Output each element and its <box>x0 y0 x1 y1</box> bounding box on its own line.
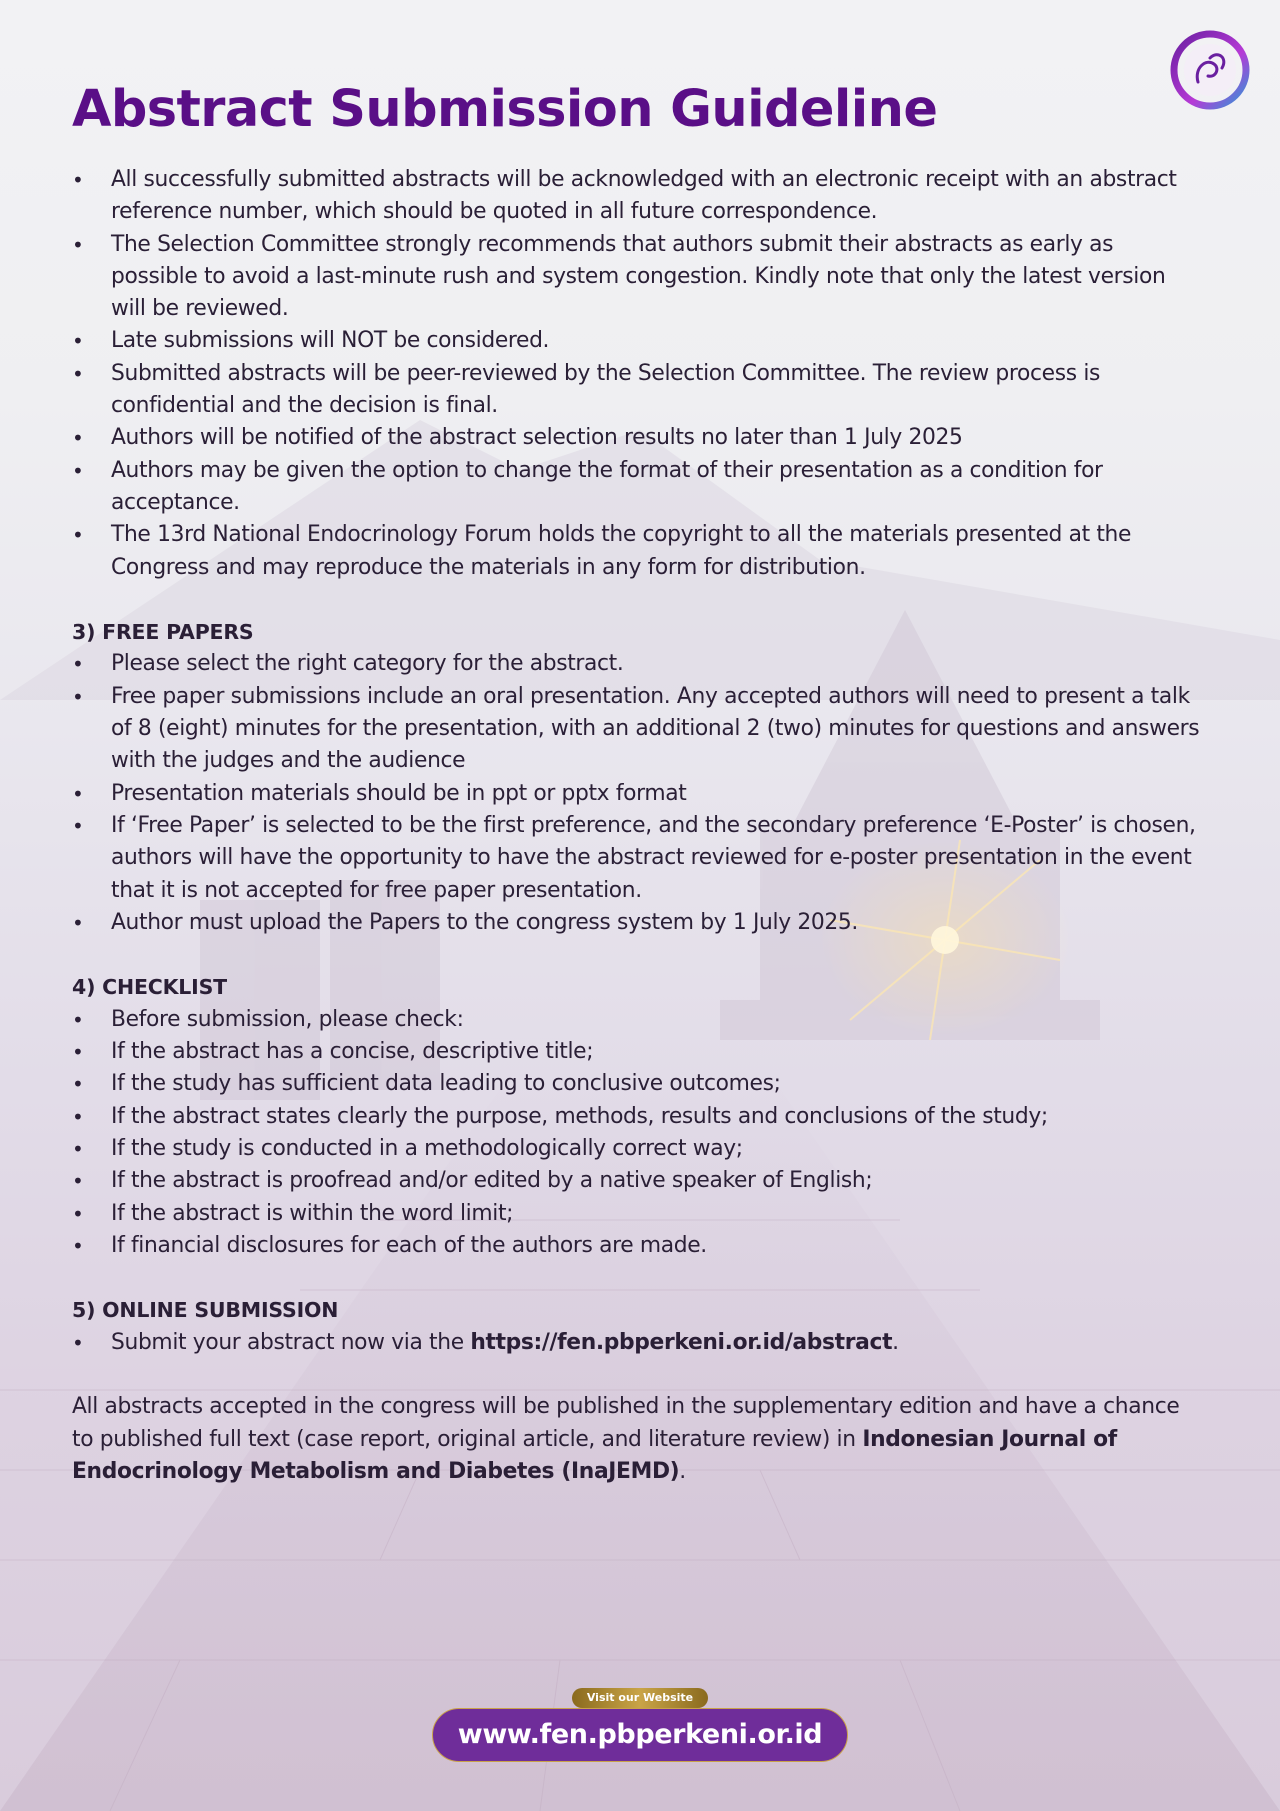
list-item: • Authors may be given the option to change the format of their presentation as a condition for acceptance. <box>72 455 1202 520</box>
list-item: • If ‘Free Paper’ is selected to be the first preference, and the secondary preference ‘E-Poster’ is chosen, authors will have the opportunity to have the abstract reviewed for e-poster presentation in the event that it is not accepted for free paper presentation. <box>72 810 1202 907</box>
list-item <box>72 1327 1202 1359</box>
list-item: • If financial disclosures for each of the authors are made. <box>72 1230 1202 1262</box>
closing-end: . <box>679 1458 686 1484</box>
list-item: • If the abstract is within the word limit; <box>72 1198 1202 1230</box>
free-papers-list <box>72 648 1202 939</box>
list-item: • Authors will be notified of the abstract selection results no later than 1 July 2025 <box>72 422 1202 454</box>
event-logo <box>1170 28 1250 116</box>
guideline-body <box>72 164 1202 1488</box>
submission-text: Submit your abstract now via the <box>111 1329 471 1355</box>
list-item: • Presentation materials should be in ppt or pptx format <box>72 778 1202 810</box>
list-item: • If the abstract states clearly the purpose, methods, results and conclusions of the study; <box>72 1101 1202 1133</box>
website-url-button[interactable]: www.fen.pbperkeni.or.id <box>432 1708 848 1762</box>
list-item: • Free paper submissions include an oral presentation. Any accepted authors will need to present a talk of 8 (eight) minutes for the presentation, with an additional 2 (two) minutes for questions and answers with the judges and the audience <box>72 681 1202 778</box>
intro-list <box>72 164 1202 584</box>
list-item: • The Selection Committee strongly recommends that authors submit their abstracts as early as possible to avoid a last-minute rush and system congestion. Kindly note that only the latest version will be reviewed. <box>72 229 1202 326</box>
online-submission-heading: 5) ONLINE SUBMISSION <box>72 1298 339 1323</box>
list-item: • Please select the right category for the abstract. <box>72 648 1202 680</box>
page-title: Abstract Submission Guideline <box>72 80 938 139</box>
online-submission-list <box>72 1327 1202 1359</box>
closing-text: All abstracts accepted in the congress will be published in the supplementary edition and have a chance to published full text (case report, original article, and literature review) in <box>72 1394 1180 1452</box>
closing-paragraph <box>72 1391 1202 1488</box>
list-item: • If the abstract has a concise, descriptive title; <box>72 1036 1202 1068</box>
free-papers-heading: 3) FREE PAPERS <box>72 620 254 645</box>
list-item: • If the study is conducted in a methodologically correct way; <box>72 1133 1202 1165</box>
submission-suffix: . <box>892 1329 899 1355</box>
list-item: • Author must upload the Papers to the congress system by 1 July 2025. <box>72 907 1202 939</box>
list-item: • If the study has sufficient data leading to conclusive outcomes; <box>72 1068 1202 1100</box>
abstract-link[interactable]: https://fen.pbperkeni.or.id/abstract <box>470 1329 893 1355</box>
list-item: • Before submission, please check: <box>72 1004 1202 1036</box>
event-logo-icon <box>1170 28 1250 112</box>
visit-website-label: Visit our Website <box>572 1688 708 1708</box>
list-item: • Late submissions will NOT be considered. <box>72 325 1202 357</box>
list-item: • All successfully submitted abstracts will be acknowledged with an electronic receipt with an abstract reference number, which should be quoted in all future correspondence. <box>72 164 1202 229</box>
journal-name: Indonesian Journal of Endocrinology Metabolism and Diabetes (InaJEMD) <box>72 1426 1117 1484</box>
list-item: • The 13rd National Endocrinology Forum holds the copyright to all the materials presented at the Congress and may reproduce the materials in any form for distribution. <box>72 519 1202 584</box>
list-item: • If the abstract is proofread and/or edited by a native speaker of English; <box>72 1165 1202 1197</box>
list-item: • Submitted abstracts will be peer-reviewed by the Selection Committee. The review process is confidential and the decision is final. <box>72 358 1202 423</box>
checklist-list <box>72 1004 1202 1262</box>
checklist-heading: 4) CHECKLIST <box>72 975 227 1000</box>
